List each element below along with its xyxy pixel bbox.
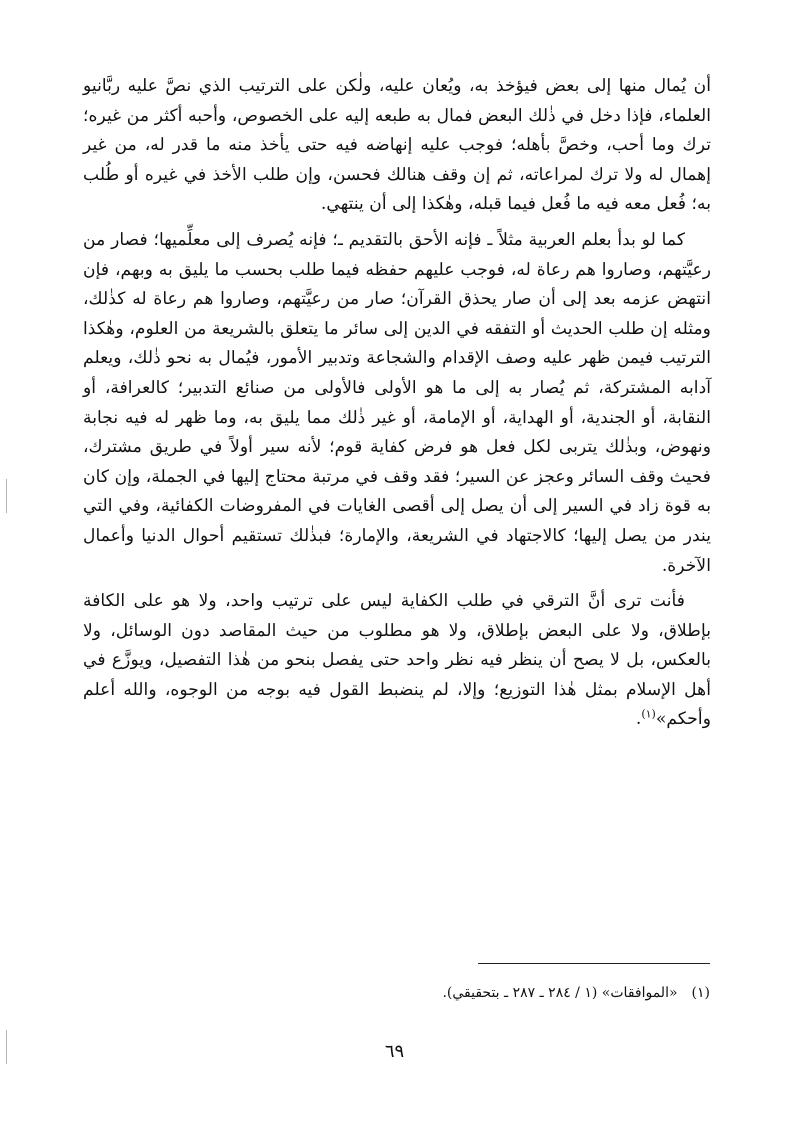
footnote bbox=[300, 982, 710, 1004]
paragraph-3-text: فأنت ترى أنَّ الترقي في طلب الكفاية ليس على ترتيب واحد، ولا هو على الكافة بإطلاق، ولا على البعض بإطلاق، ولا هو مطلوب من حيث المقاصد دون الوسائل، ولا بالعكس، بل لا يصح أن ينظر فيه نظر واحد حتى يفصل بنحو من هٰذا التفصيل، ويوزَّع في أهل الإسلام بمثل هٰذا التوزيع؛ وإلا، لم ينضبط القول فيه بوجه من الوجوه، والله أعلم وأحكم» bbox=[83, 591, 711, 730]
scan-edge-mark bbox=[6, 1030, 7, 1064]
paragraph-3: فأنت ترى أنَّ الترقي في طلب الكفاية ليس على ترتيب واحد، ولا هو على الكافة بإطلاق، ولا على البعض بإطلاق، ولا هو مطلوب من حيث المقاصد دون الوسائل، ولا بالعكس، بل لا يصح أن ينظر فيه نظر واحد حتى يفصل بنحو من هٰذا التفصيل، ويوزَّع في أهل الإسلام بمثل هٰذا التوزيع؛ وإلا، لم ينضبط القول فيه بوجه من الوجوه، والله أعلم وأحكم»$^{(١)}$. bbox=[83, 591, 711, 730]
main-text-block bbox=[83, 72, 711, 735]
footnote-separator bbox=[478, 963, 710, 964]
page-number: ٦٩ bbox=[384, 1041, 405, 1062]
paragraph-2: كما لو بدأ بعلم العربية مثلاً ـ فإنه الأحق بالتقديم ـ؛ فإنه يُصرف إلى معلِّميها؛ فصار من رعيَّتهم، وصاروا هم رعاة له، فوجب عليهم حفظه فيما طلب بحسب ما يليق به وبهم، فإن انتهض عزمه بعد إلى أن صار يحذق القرآن؛ صار من رعيَّتهم، وصاروا هم رعاة له كذٰلك، ومثله إن طلب الحديث أو التفقه في الدين إلى سائر ما يتعلق بالشريعة من العلوم، وهٰكذا الترتيب فيمن ظهر عليه وصف الإقدام والشجاعة وتدبير الأمور، فيُمال به نحو ذٰلك، ويعلم آدابه المشتركة، ثم يُصار به إلى ما هو الأولى فالأولى من صنائع التدبير؛ كالعرافة، أو النقابة، أو الجندية، أو الهداية، أو الإمامة، أو غير ذٰلك مما يليق به، وما ظهر له فيه نجابة ونهوض، وبذٰلك يتربى لكل فعل هو فرض كفاية قوم؛ لأنه سير أولاً في طريق مشترك، فحيث وقف السائر وعجز عن السير؛ فقد وقف في مرتبة محتاج إليها في الجملة، وإن كان به قوة زاد في السير إلى أن يصل إلى أقصى الغايات في المفروضات الكفائية، وفي التي يندر من يصل إليها؛ كالاجتهاد في الشريعة، والإمارة؛ فبذٰلك تستقيم أحوال الدنيا وأعمال الآخرة. bbox=[83, 229, 711, 576]
footnote-marker: (١) bbox=[641, 707, 656, 721]
footnote-text: «الموافقات» (١ / ٢٨٤ ـ ٢٨٧ ـ بتحقيقي). bbox=[442, 985, 678, 1001]
paragraph-1: أن يُمال منها إلى بعض فيؤخذ به، ويُعان عليه، ولٰكن على الترتيب الذي نصَّ عليه ربَّانيو العلماء، فإذا دخل في ذٰلك البعض فمال به طبعه إليه على الخصوص، وأحبه أكثر من غيره؛ ترك وما أحب، وخصَّ بأهله؛ فوجب عليه إنهاضه فيه حتى يأخذ منه ما قدر له، من غير إهمال له ولا ترك لمراعاته، ثم إن وقف هنالك فحسن، وإن طلب الأخذ في غيره أو طُلب به؛ فُعل معه فيه ما فُعل فيما قبله، وهٰكذا إلى أن ينتهي. bbox=[83, 76, 711, 215]
footnote-number: (١) bbox=[691, 985, 710, 1001]
scan-edge-mark bbox=[6, 479, 7, 513]
